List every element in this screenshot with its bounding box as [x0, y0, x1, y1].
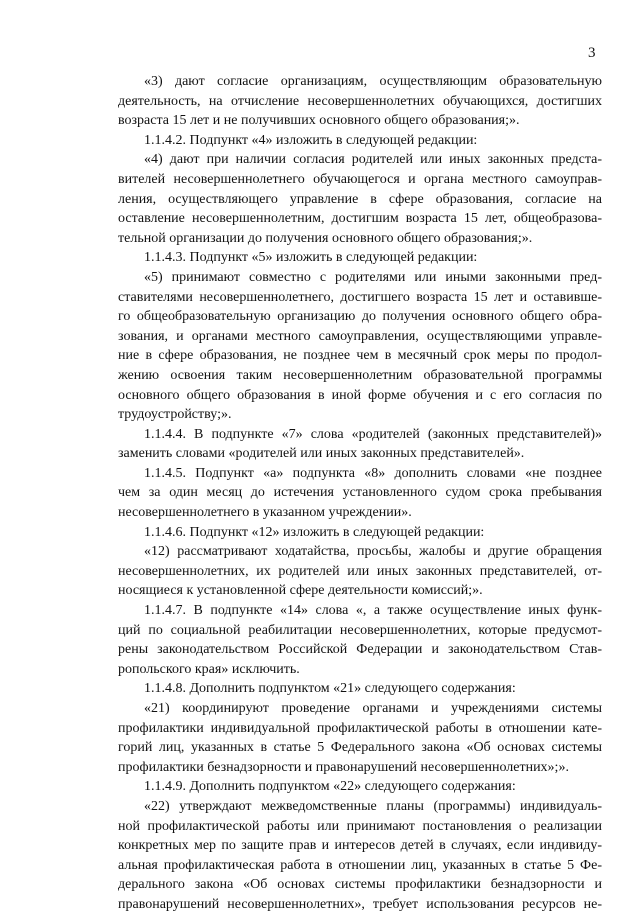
- text-line: «5) принимают совместно с родителями или иными законными пред-: [144, 269, 602, 285]
- text-line: носящиеся к установленной сфере деятельности комиссий;».: [118, 583, 483, 599]
- paragraph: [118, 425, 602, 464]
- document-body: [118, 72, 602, 915]
- text-line: 1.1.4.2. Подпункт «4» изложить в следующей редакции:: [144, 132, 478, 148]
- text-line: вителей несовершеннолетнего обучающегося и органа местного самоуправ-: [118, 171, 602, 187]
- paragraph: [118, 464, 602, 523]
- paragraph: [118, 542, 602, 601]
- text-line: ления, осуществляющего управление в сфере образования, согласие на: [118, 191, 602, 207]
- text-line: ций по социальной реабилитации несовершеннолетних, которые предусмот-: [118, 622, 602, 638]
- text-line: «4) дают при наличии согласия родителей или иных законных предста-: [144, 152, 602, 168]
- text-line: ропольского края» исключить.: [118, 661, 300, 677]
- text-line: ние в сфере образования, не позднее чем в месячный срок меры по продол-: [118, 348, 602, 364]
- text-line: рены законодательством Российской Федерации и законодательством Став-: [118, 642, 602, 658]
- paragraph: [118, 601, 602, 679]
- text-line: 1.1.4.4. В подпункте «7» слова «родителей (законных представителей)»: [144, 426, 602, 442]
- text-line: несовершеннолетнего в указанном учреждении».: [118, 505, 412, 521]
- paragraph: [118, 150, 602, 248]
- text-line: 1.1.4.9. Дополнить подпунктом «22» следующего содержания:: [144, 779, 516, 795]
- text-line: 1.1.4.5. Подпункт «а» подпункта «8» дополнить словами «не позднее: [144, 465, 602, 481]
- paragraph: [118, 699, 602, 777]
- page-number: 3: [588, 45, 596, 61]
- text-line: основного общего образования в иной форме обучения и с его согласия по: [118, 387, 602, 403]
- paragraph: [118, 797, 602, 915]
- text-line: чем за один месяц до истечения установленного судом срока пребывания: [118, 485, 602, 501]
- paragraph: [118, 131, 602, 151]
- text-line: «12) рассматривают ходатайства, просьбы, жалобы и другие обращения: [144, 544, 602, 560]
- paragraph: [118, 523, 602, 543]
- paragraph: [118, 248, 602, 268]
- text-line: 1.1.4.8. Дополнить подпунктом «21» следующего содержания:: [144, 681, 516, 697]
- text-line: 1.1.4.6. Подпункт «12» изложить в следующей редакции:: [144, 524, 485, 540]
- text-line: деятельность, на отчисление несовершеннолетних обучающихся, достигших: [118, 93, 602, 109]
- text-line: горий лиц, указанных в статье 5 Федерального закона «Об основах системы: [118, 740, 602, 756]
- text-line: ной профилактической работы или принимают постановления о реализации: [118, 818, 602, 834]
- text-line: го общеобразовательную организацию до получения основного общего обра-: [118, 309, 602, 325]
- text-line: профилактики индивидуальной профилактической работы в отношении кате-: [118, 720, 602, 736]
- text-line: дерального закона «Об основах системы профилактики безнадзорности и: [118, 877, 602, 893]
- text-line: оставление несовершеннолетним, достигшим возраста 15 лет, общеобразова-: [118, 211, 602, 227]
- text-line: тельной организации до получения основного общего образования;».: [118, 230, 533, 246]
- text-line: профилактики безнадзорности и правонарушений несовершеннолетних»;».: [118, 759, 569, 775]
- text-line: 1.1.4.3. Подпункт «5» изложить в следующей редакции:: [144, 250, 478, 266]
- text-line: зования, и органами местного самоуправления, осуществляющими управле-: [118, 328, 602, 344]
- text-line: возраста 15 лет и не получивших основного общего образования;».: [118, 113, 520, 129]
- paragraph: [118, 679, 602, 699]
- paragraph: [118, 72, 602, 131]
- text-line: «3) дают согласие организациям, осуществляющим образовательную: [144, 74, 602, 89]
- text-line: ставителями несовершеннолетнего, достигшего возраста 15 лет и оставивше-: [118, 289, 602, 305]
- text-line: 1.1.4.7. В подпункте «14» слова «, а также осуществление иных функ-: [144, 603, 602, 619]
- text-line: правонарушений несовершеннолетних», требует использования ресурсов не-: [118, 896, 602, 912]
- text-line: жению освоения таким несовершеннолетним образовательной программы: [118, 367, 602, 383]
- text-line: «21) координируют проведение органами и учреждениями системы: [144, 701, 602, 716]
- paragraph: [118, 268, 602, 425]
- text-line: трудоустройству;».: [118, 407, 232, 423]
- text-line: альная профилактическая работа в отношении лиц, указанных в статье 5 Фе-: [118, 857, 602, 873]
- text-line: конкретных мер по защите прав и интересов детей в случаях, если индивиду-: [118, 838, 602, 854]
- text-line: «22) утверждают межведомственные планы (программы) индивидуаль-: [144, 798, 602, 814]
- text-line: заменить словами «родителей или иных законных представителей».: [118, 446, 525, 462]
- paragraph: [118, 777, 602, 797]
- text-line: несовершеннолетних, их родителей или иных законных представителей, от-: [118, 563, 602, 579]
